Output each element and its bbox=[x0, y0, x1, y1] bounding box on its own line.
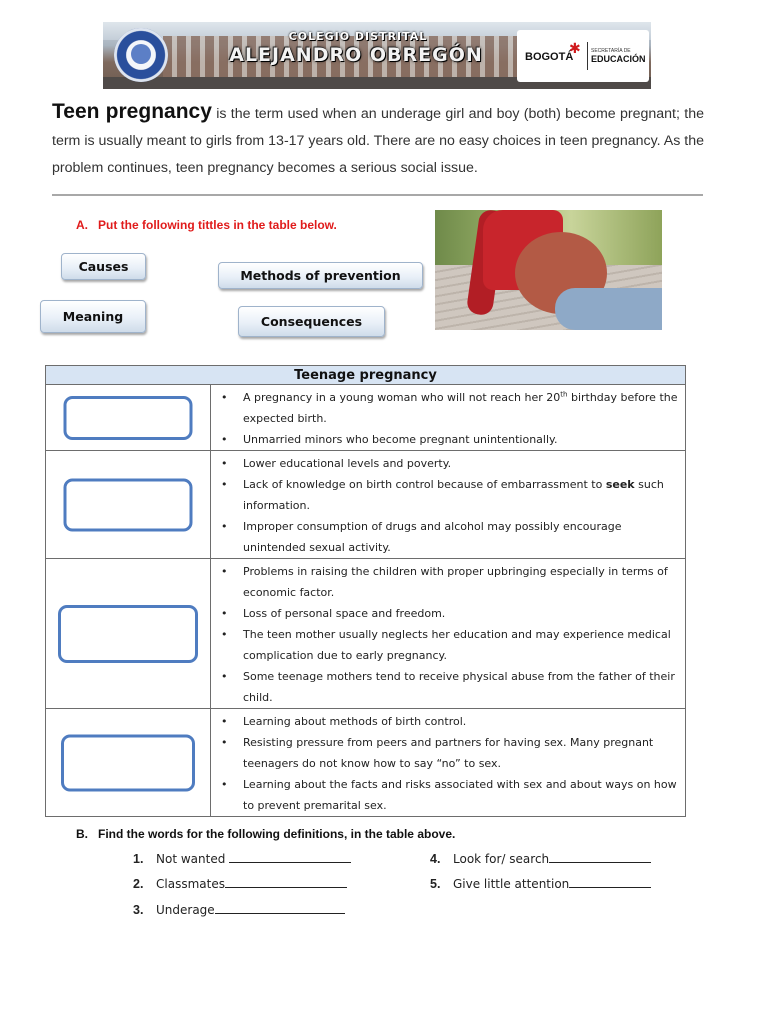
chip-meaning[interactable]: Meaning bbox=[40, 300, 146, 333]
answer-line[interactable] bbox=[229, 852, 351, 863]
section-a-instruction: Put the following tittles in the table below. bbox=[98, 218, 337, 232]
question-3: 3. Underage bbox=[133, 903, 345, 917]
question-4: 4. Look for/ search bbox=[430, 852, 651, 866]
blank-title-box[interactable] bbox=[58, 605, 198, 663]
bogota-logo-text: BOGOTÁ bbox=[525, 51, 574, 63]
chip-consequences[interactable]: Consequences bbox=[238, 306, 385, 337]
intro-term: Teen pregnancy bbox=[52, 100, 212, 123]
list-item: • Problems in raising the children with proper upbringing especially in terms of economic factor. bbox=[219, 561, 681, 603]
blank-title-box[interactable] bbox=[64, 478, 193, 531]
table-row-consequences bbox=[46, 559, 686, 709]
table-label-cell bbox=[46, 451, 211, 559]
list-item: • Learning about the facts and risks associated with sex and about ways on how to prevent premarital sex. bbox=[219, 774, 681, 816]
list-item: • Unmarried minors who become pregnant unintentionally. bbox=[219, 429, 681, 450]
section-a-letter: A. bbox=[76, 218, 88, 232]
list-item: • Lower educational levels and poverty. bbox=[219, 453, 681, 474]
list-item: • Learning about methods of birth control. bbox=[219, 711, 681, 732]
section-b-instruction: Find the words for the following definitions, in the table above. bbox=[98, 827, 456, 841]
answer-line[interactable] bbox=[549, 852, 651, 863]
table-row-causes bbox=[46, 451, 686, 559]
question-1: 1. Not wanted bbox=[133, 852, 351, 866]
list-item: • Loss of personal space and freedom. bbox=[219, 603, 681, 624]
bogota-logo bbox=[517, 30, 649, 82]
secretaria-text: SECRETARÍA DE bbox=[591, 48, 631, 54]
table-row-meaning bbox=[46, 385, 686, 451]
bogota-figure-icon: ✱ bbox=[569, 40, 581, 56]
pregnant-woman-photo bbox=[435, 210, 662, 330]
section-a-heading bbox=[76, 218, 337, 232]
blank-title-box[interactable] bbox=[61, 734, 195, 791]
divider bbox=[52, 194, 703, 196]
table-label-cell bbox=[46, 385, 211, 451]
school-banner bbox=[103, 22, 651, 89]
table-label-cell bbox=[46, 709, 211, 817]
list-item: • Resisting pressure from peers and partners for having sex. Many pregnant teenagers do not know how to say “no” to sex. bbox=[219, 732, 681, 774]
school-crest-icon bbox=[114, 28, 168, 82]
intro-paragraph bbox=[52, 98, 704, 182]
school-name: ALEJANDRO OBREGÓN bbox=[229, 44, 483, 66]
chip-methods-of-prevention[interactable]: Methods of prevention bbox=[218, 262, 423, 289]
list-item: • A pregnancy in a young woman who will not reach her 20th birthday before the expected birth. bbox=[219, 387, 681, 429]
table-header: Teenage pregnancy bbox=[46, 366, 686, 385]
answer-line[interactable] bbox=[569, 877, 651, 888]
list-item: • Improper consumption of drugs and alcohol may possibly encourage unintended sexual activity. bbox=[219, 516, 681, 558]
section-b-heading bbox=[76, 827, 455, 841]
school-label: COLEGIO DISTRITAL bbox=[288, 30, 428, 43]
answer-line[interactable] bbox=[215, 903, 345, 914]
blank-title-box[interactable] bbox=[64, 396, 193, 440]
list-item: • Lack of knowledge on birth control because of embarrassment to seek such information. bbox=[219, 474, 681, 516]
teenage-pregnancy-table bbox=[45, 365, 686, 817]
list-item: • The teen mother usually neglects her education and may experience medical complication due to early pregnancy. bbox=[219, 624, 681, 666]
table-row-prevention bbox=[46, 709, 686, 817]
question-5: 5. Give little attention bbox=[430, 877, 651, 891]
section-b-letter: B. bbox=[76, 827, 88, 841]
list-item: • Some teenage mothers tend to receive physical abuse from the father of their child. bbox=[219, 666, 681, 708]
answer-line[interactable] bbox=[225, 877, 347, 888]
question-2: 2. Classmates bbox=[133, 877, 347, 891]
intro-text: is the term used when an underage girl and boy (both) become pregnant; the term is usually meant to girls from 13-17 years old. There are no easy choices in teen pregnancy. As the problem continues, teen pregnancy becomes a serious social issue. bbox=[52, 106, 704, 176]
educacion-text: EDUCACIÓN bbox=[591, 54, 646, 64]
chip-causes[interactable]: Causes bbox=[61, 253, 146, 280]
table-label-cell bbox=[46, 559, 211, 709]
